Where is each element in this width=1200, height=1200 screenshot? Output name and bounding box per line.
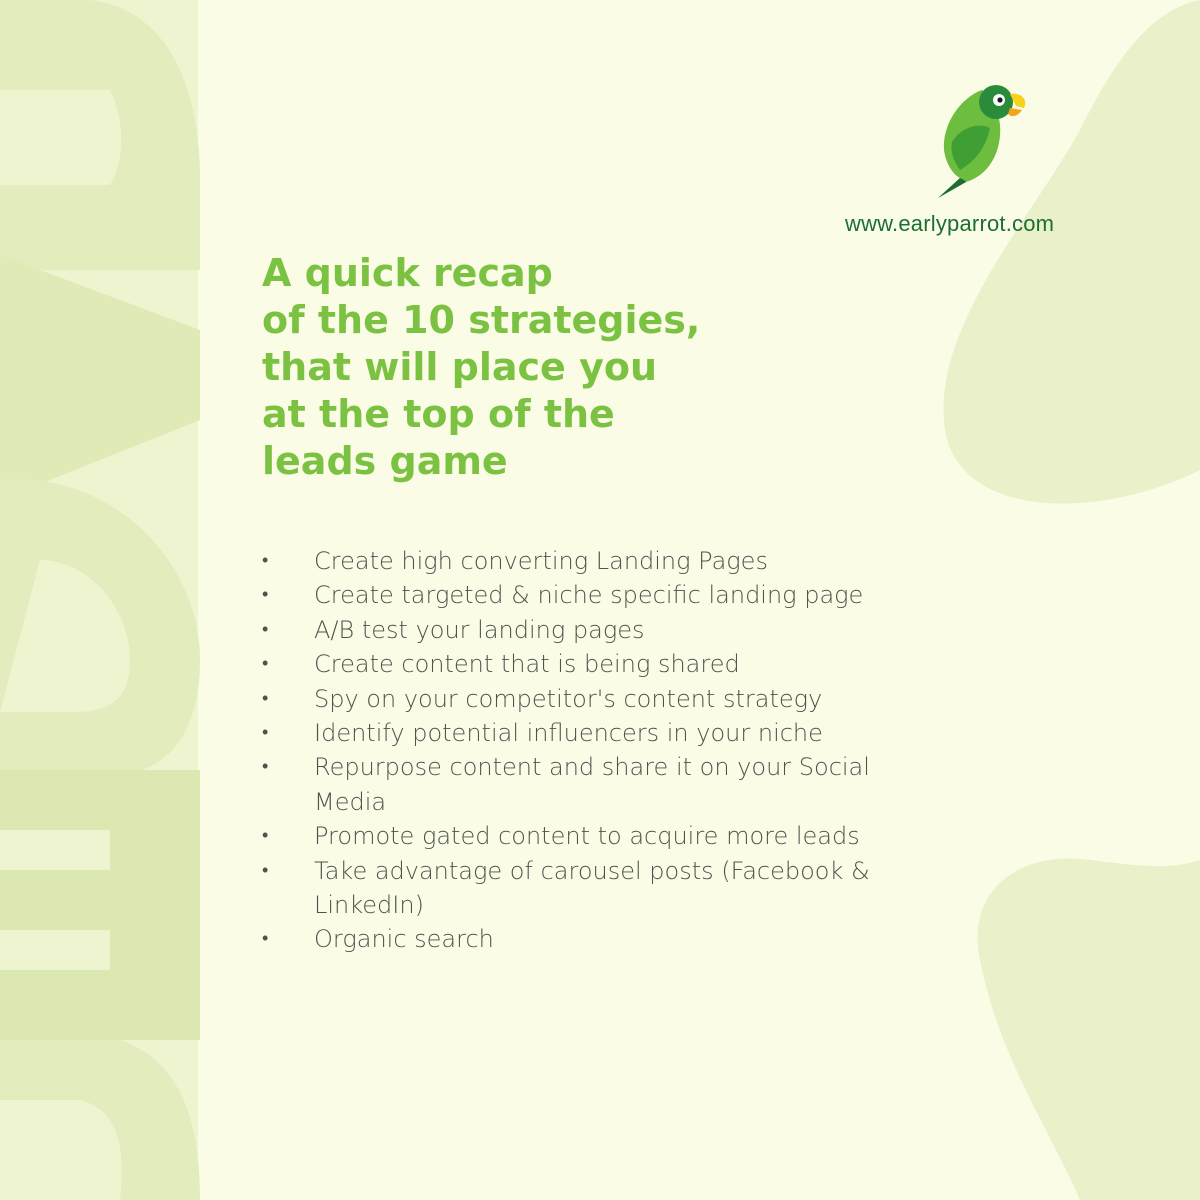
strategies-list [262, 544, 902, 957]
list-item [262, 819, 902, 853]
list-item-text: Spy on your competitor's content strategy [314, 684, 823, 713]
headline-line: leads game [262, 439, 508, 483]
website-url[interactable]: www.earlyparrot.com [845, 211, 1055, 236]
bullet: • [262, 687, 269, 709]
bullet: • [262, 618, 269, 640]
headline-line: at the top of the [262, 392, 615, 436]
parrot-icon [930, 80, 1030, 205]
list-item-text: Create high converting Landing Pages [314, 547, 768, 575]
headline-line: that will place you [262, 345, 657, 389]
bullet: • [262, 825, 269, 847]
bullet: • [262, 722, 269, 744]
list-item-text: Take advantage of carousel posts (Facebook & LinkedIn) [314, 856, 870, 920]
list-item [262, 613, 902, 647]
bullet: • [262, 550, 269, 571]
list-item [262, 682, 902, 716]
list-item-text: Identify potential influencers in your niche [314, 719, 823, 748]
list-item-text: Create content that is being shared [314, 650, 740, 679]
list-item [262, 647, 902, 681]
list-item [262, 854, 902, 923]
list-item-text: Repurpose content and share it on your Social Media [314, 753, 870, 816]
list-item-text: Promote gated content to acquire more leads [314, 822, 860, 851]
list-item-text: Create targeted & niche specific landing page [314, 581, 864, 610]
bullet: • [262, 928, 269, 950]
headline-line: of the 10 strategies, [262, 298, 701, 342]
list-item-text: Organic search [314, 925, 494, 954]
bullet: • [262, 859, 269, 881]
list-item [262, 544, 902, 578]
headline [262, 250, 782, 485]
bullet: • [262, 584, 269, 606]
bullet: • [262, 756, 269, 778]
bullet: • [262, 653, 269, 675]
list-item [262, 922, 902, 956]
headline-line: A quick recap [262, 251, 553, 295]
list-item [262, 750, 902, 819]
list-item [262, 716, 902, 750]
list-item [262, 578, 902, 612]
list-item-text: A/B test your landing pages [314, 615, 645, 644]
